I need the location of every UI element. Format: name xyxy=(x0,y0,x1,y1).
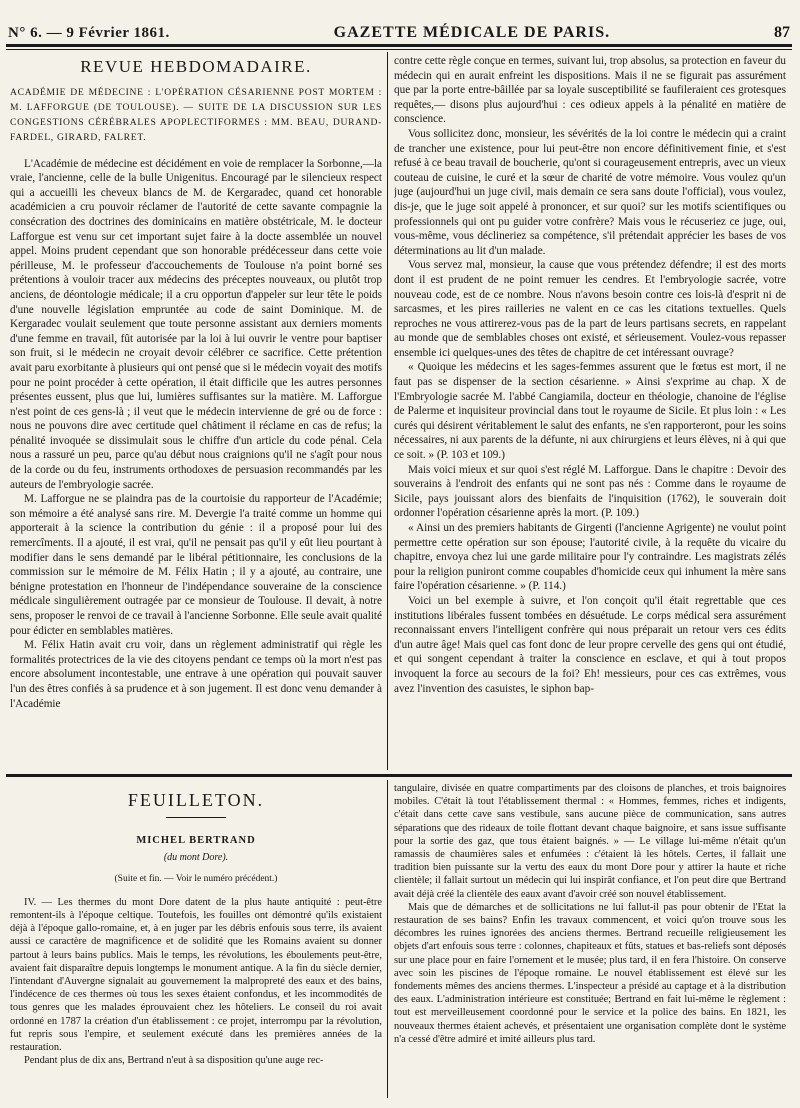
revue-paragraph: contre cette règle conçue en termes, suivant lui, trop absolus, sa protection en faveur du médecin qui en aurait enfreint les dispositions. Mais il ne se figurait pas assurément que par la porte entre-bâillée par sa loyale susceptibilité se faufileraient ces grotesques requêtes,— disons plus aujourd'hui : ces odieux appels à la pénalité en matière de conscience. xyxy=(394,55,786,126)
feuilleton-separator xyxy=(6,774,792,777)
feuilleton-left-column xyxy=(10,780,382,1098)
revue-summary: ACADÉMIE DE MÉDECINE : L'OPÉRATION CÉSARIENNE POST MORTEM : M. LAFFORGUE (DE TOULOUSE). — SUITE DE LA DISCUSSION SUR LES CONGESTIONS CÉRÉBRALES APOPLECTIFORMES : MM. BEAU, DURAND-FARDEL, GIRARD, FALRET. xyxy=(10,86,382,143)
column-divider-upper xyxy=(387,52,388,770)
revue-paragraph: M. Lafforgue ne se plaindra pas de la courtoisie du rapporteur de l'Académie; son mémoire a été analysé sans rire. M. Devergie l'a traité comme un homme qui apporterait à la science la contribution du génie : il a proposé pour lui des remercîments. Il a ajouté, il est vrai, qu'il ne pensait pas qu'il y eût lieu pourtant à modifier dans le sens demandé par le libéral pétitionnaire, les conclusions de la commission sur le mémoire de M. Félix Hatin ; il y a ajouté, au contraire, une bénigne protestation en l'honneur de l'indépendance souveraine de la conscience médicale singulièrement outragée par ce monsieur de Toulouse. Il devait, à notre sens, proposer le renvoi de ce travail à l'ancienne Sorbonne. Elle seule avait qualité pour édicter en semblables matières. xyxy=(10,493,382,637)
revue-paragraph: Vous servez mal, monsieur, la cause que vous prétendez défendre; il est des morts dont il est prudent de ne point remuer les cendres. Et l'embryologie sacrée, votre nouveau code, est de ce nombre. Nous n'avons besoin contre ces lois-là d'esprit ni de sarcasmes, et les pires railleries ne valent en ce cas les citations textuelles. Quels reproches ne vous attirerez-vous pas de la part de leurs partisans secrets, en rappelant au monde que de semblables choses ont existé, et sérieusement. Voulez-vous repasser ensemble ici quelques-unes des têtes de chapitre de cet intéressant ouvrage? xyxy=(394,259,786,359)
title-rule xyxy=(166,817,226,818)
revue-paragraph: L'Académie de médecine est décidément en voie de remplacer la Sorbonne,—la vraie, l'ancienne, celle de la bulle Unigenitus. Encouragé par le silencieux respect qui a accueilli les cheveux blancs de M. de Kergaradec, quand cet honorable académicien a cru pouvoir réclamer de l'autorité de cette savante compagnie la consécration des doctrines des dominicains en matière obstétricale, M. le docteur Lafforgue est venu sur cet important sujet faire à la docte assemblée un nouvel appel. Moins prudent cependant que son honorable prédécesseur dans cette voie périlleuse, M. le professeur d'accouchements de Toulouse n'a point borné ses prétentions à vouloir tracer aux médecins des préceptes nouveaux, ou plutôt trop anciens, de déontologie médicale; il a cru opportun d'appeler sur leur tête le poids d'une nouvelle législation empruntée au code de saint Dominique. M. de Kergaradec voulait seulement que toute personne assistant aux derniers moments d'une femme en travail, fût autorisée par la loi à lui ouvrir le ventre pour baptiser son fruit, si le médecin ne croyait devoir célébrer ce sacrifice. Cette prétention avait paru exorbitante à plusieurs qui ont pensé que si le médecin voyait des motifs pour ne point procéder à cette opération, il était difficile que les autres personnes présentes eussent, plus que lui, lumières suffisantes sur la matière. M. Lafforgue n'est point de ces gens-là ; il veut que le médecin intervienne de gré ou de force : nous ne pouvons dire avec certitude quel châtiment il réclame en cas de refus; la pénalité invoquée se dissimulait sous le chiffre d'un article du code pénal. Cela nous a rassuré un peu, parce qu'au début nous craignions qu'il ne s'agît pour nous de la corde ou du feu, instruments orthodoxes de persuasion recommandés par les auteurs de l'embryologie sacrée. xyxy=(10,157,382,491)
revue-paragraph: Vous sollicitez donc, monsieur, les sévérités de la loi contre le médecin qui a craint de trancher une existence, pour lui peut-être non encore définitivement finie, et s'est refusé à ce beau travail de boucherie, qu'ont si courageusement entrepris, avec un vieux couteau de cuisine, le curé et la sœur de charité de votre mémoire. Vous voulez qu'un juge (aujourd'hui un juge civil, mais demain ce sera sans doute l'official), vous voulez, dis-je, que le juge soit appelé à prononcer, et sur quoi? sur les motifs scientifiques ou professionnels qui ont pu guider votre confrère? Mais vous le récuseriez ce juge, oui, vous-même, vous déclineriez sa compétence, s'il prétendait apprécier les bases de vos déterminations au lit d'un malade. xyxy=(394,127,786,257)
feuilleton-paragraph: IV. — Les thermes du mont Dore datent de la plus haute antiquité : peut-être remontent-ils à l'époque celtique. Toutefois, les fouilles ont démontré qu'ils existaient déjà à l'époque gallo-romaine, et, à en juger par les débris enfouis sous terre, ils avaient aussi ce caractère de magnificence et de solidité que les Romains avaient su donner partout à leurs bains publics. Mais le temps, les révolutions, les éboulements peut-être, avaient fait disparaître depuis longtemps le monument antique. A la fin du siècle dernier, l'intendant d'Auvergne signalait au gouvernement la malpropreté des eaux et des bains, l'indécence de ces thermes où tous les sexes étaient confondus, et les incommodités de tous genres que les malades éprouvaient chez les hôteliers. Le conseil du roi avait ordonné en 1787 la création d'un établissement : ce projet, interrompu par la révolution, fut repris sous l'empire, et seulement exécuté dans les premières années de la restauration. xyxy=(10,896,382,1054)
feuilleton-title: FEUILLETON. xyxy=(127,790,265,810)
continuation-note: (Suite et fin. — Voir le numéro précédent.) xyxy=(114,873,278,884)
revue-paragraph: Mais voici mieux et sur quoi s'est réglé M. Lafforgue. Dans le chapitre : Devoir des souverains à l'endroit des enfants qui ne sont pas nés : Comme dans le royaume de Sicile, pays jouissant alors des bienfaits de l'inquisition (1762), le souverain doit ordonner l'opération césarienne après la mort. (P. 109.) xyxy=(394,463,786,520)
feuilleton-right-column xyxy=(394,782,786,1098)
header-rule-thin xyxy=(6,49,792,50)
feuilleton-paragraph: Mais que de démarches et de sollicitations ne lui fallut-il pas pour obtenir de l'Etat la restauration de ses bains? Enfin les travaux commencent, et voici qu'on trouve sous les décombres les ruines ignorées des anciens thermes. Bertrand recueille religieusement les objets d'art enfouis sous terre : colonnes, chapiteaux et fûts, statues et bas-reliefs sont déposés sur une place pour en faire l'ornement et le musée; plus tard, il en fera l'histoire. On conserve avec soin les piscines de l'époque romaine. Le nouvel établissement est élevé sur les fondements mêmes des anciens thermes. L'inspecteur a présidé au captage et à la distribution des eaux. L'administration intérieure est constituée; Bertrand en fait lui-même le règlement : tout est merveilleusement coordonné pour le service et la police des bains. En 1821, les nouveaux thermes étaient achevés, et présentaient une organisation complète dont le système n'a cessé d'être admiré et imité ailleurs plus tard. xyxy=(394,901,786,1045)
header-rule xyxy=(6,44,792,47)
revue-left-column xyxy=(10,54,382,770)
journal-title: GAZETTE MÉDICALE DE PARIS. xyxy=(333,24,611,41)
revue-paragraph: « Quoique les médecins et les sages-femmes assurent que le fœtus est mort, il ne faut pas se dispenser de la section césarienne. » Ainsi s'exprime au chap. X de l'Embryologie sacrée M. l'abbé Cangiamila, docteur en théologie, chanoine de l'église de Palerme et inquisiteur provincial dans tout le royaume de Sicile. Et plus loin : « Les curés qui désirent véritablement le salut des enfants, ne s'en rapporteront, pour les soins nécessaires, ni aux parents de la défunte, ni aux chirurgiens et leurs élèves, ni à qui que ce soit. » (P. 103 et 109.) xyxy=(394,361,786,462)
revue-paragraph: Voici un bel exemple à suivre, et l'on conçoit qu'il était regrettable que ces institutions libérales fussent tombées en désuétude. Le corps médical sera assurément reconnaissant envers l'intelligent confrère qui nous préparait un retour vers ces édits d'un autre âge! Mais quel cas font donc de leur propre cervelle des gens qui ont étudié, et qui songent cependant à traiter la conscience en esclave, et qui à tout propos invoquent la force au secours de la foi? Eh! messieurs, pour ces cas extrêmes, vous avez l'invention des casuistes, le siphon bap- xyxy=(394,594,786,695)
revue-paragraph: M. Félix Hatin avait cru voir, dans un règlement administratif qui règle les formalités protectrices de la vie des citoyens pendant ce temps où la mort n'est pas encore absolument incontestable, une entrave à une opération qui pouvait sauver l'un des êtres confiés à sa prudence et à son jugement. Il est donc venu demander à l'Académie xyxy=(10,639,382,710)
feuilleton-paragraph: Pendant plus de dix ans, Bertrand n'eut à sa disposition qu'une auge rec- xyxy=(24,1055,324,1067)
story-subtitle: (du mont Dore). xyxy=(163,852,229,864)
revue-paragraph: « Ainsi un des premiers habitants de Girgenti (l'ancienne Agrigente) ne voulut point permettre cette opération sur son épouse; l'autorité civile, à la requête du vicaire du chapitre, envoya chez lui une garde militaire pour l'y contraindre. Les magistrats zélés pour la religion puniront comme coupables d'homicide ceux qui inhument la mère sans faire l'opération césarienne. » (P. 114.) xyxy=(394,522,786,593)
running-header xyxy=(8,10,790,42)
page-number: 87 xyxy=(773,24,790,41)
issue-date: N° 6. — 9 Février 1861. xyxy=(8,25,170,41)
revue-title: REVUE HEBDOMADAIRE. xyxy=(80,57,312,76)
revue-right-column xyxy=(394,54,786,770)
column-divider-lower xyxy=(387,780,388,1098)
story-title: MICHEL BERTRAND xyxy=(136,835,256,847)
feuilleton-paragraph: tangulaire, divisée en quatre compartiments par des cloisons de planches, et trois baignoires mobiles. C'était là tout l'établissement thermal : « Hommes, femmes, riches et indigents, c'était dans cette cave sans vestibule, sans aucune pièce de communication, sans autres séparations que des rideaux de toile flottant devant chaque baignoire, et sans issue suffisante pour la sortie des gaz, que tous étaient baignés. » — Le village lui-même n'était qu'un ramassis de chaumières sales et enfumées : c'étaient là les hôtels. Certes, il fallait une tradition bien puissante sur la vertu des eaux du mont Dore pour y attirer la haute et riche clientèle; il fallait surtout un médecin qui lui inspirât confiance, et l'on peut dire que Bertrand avait déjà créé la clientèle des eaux avant d'avoir créé son nouvel établissement. xyxy=(394,783,786,900)
